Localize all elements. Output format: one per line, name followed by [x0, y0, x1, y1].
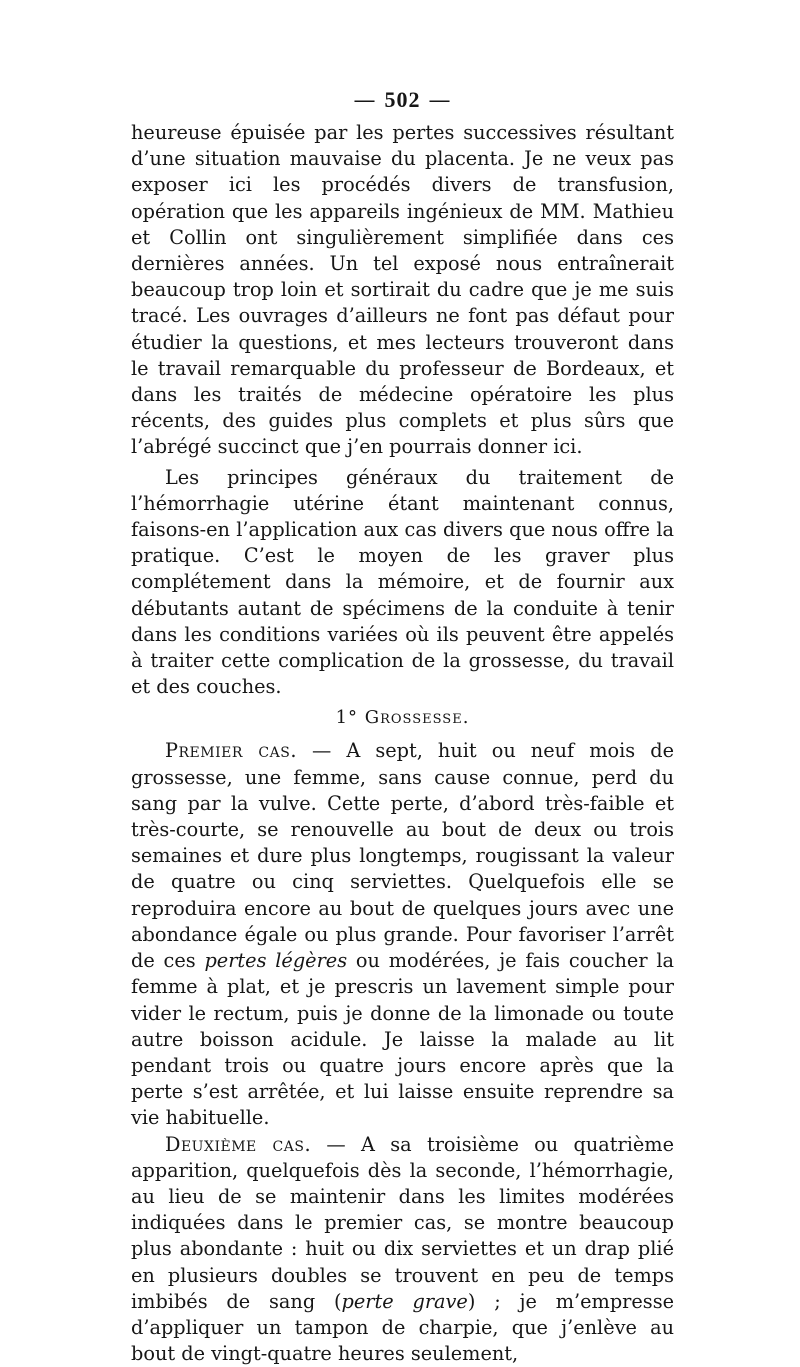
paragraph-premier-cas [131, 738, 674, 1131]
paragraph-deuxieme-cas [131, 1132, 674, 1367]
case-label-deuxieme: Deuxième cas. [165, 1132, 312, 1156]
case1-text-before: — A sept, huit ou neuf mois de grossesse, une femme, sans cause connue, perd du sang par la vulve. Cette perte, d’abord très-faible et très-courte, se renouvelle au bout de deux ou trois semaines et dure plus longtemps, rougissant la valeur de quatre ou cinq serviettes. Quelquefois elle se reproduira encore au bout de quelques jours avec une abondance égale ou plus grande. Pour favoriser l’arrêt de ces [131, 739, 675, 973]
case2-italic-term: perte grave [341, 1289, 468, 1313]
case2-text-after: ) ; je m’empresse d’appliquer un tampon de charpie, que j’enlève au bout de vingt-quatre heures seulement, [131, 1289, 675, 1366]
case1-text-after: ou modérées, je fais coucher la femme à plat, et je prescris un lavement simple pour vider le rectum, puis je donne de la limonade ou toute autre boisson acidule. Je laisse la malade au lit pendant trois ou quatre jours encore après que la perte s’est arrêtée, et lui laisse ensuite reprendre sa vie habituelle. [131, 949, 674, 1130]
section-heading-grossesse: 1° Grossesse. [335, 707, 470, 729]
page-number: — 502 — [353, 87, 452, 113]
page-number-value: 502 [384, 87, 421, 112]
paragraph-principles: Les principes généraux du traitement de l’hémorrhagie utérine étant maintenant connus, faisons-en l’application aux cas divers que nous offre la pratique. C’est le moyen de les graver plus complétement dans la mémoire, et de fournir aux débutants autant de spécimens de la conduite à tenir dans les conditions variées où ils peuvent être appelés à traiter cette complication de la grossesse, du travail et des couches. [131, 465, 674, 699]
book-page [131, 85, 674, 1367]
paragraph-transfusion: heureuse épuisée par les pertes successives résultant d’une situation mauvaise du placenta. Je ne veux pas exposer ici les procédés divers de transfusion, opération que les appareils ingénieux de MM. Mathieu et Collin ont singulièrement simplifiée dans ces dernières années. Un tel exposé nous entraînerait beaucoup trop loin et sortirait du cadre que je me suis tracé. Les ouvrages d’ailleurs ne font pas défaut pour étudier la questions, et mes lecteurs trouveront dans le travail remarquable du professeur de Bordeaux, et dans les traités de médecine opératoire les plus récents, des guides plus complets et plus sûrs que l’abrégé succinct que j’en pourrais donner ici. [131, 121, 674, 459]
case-label-premier: Premier cas. [165, 739, 297, 763]
case1-italic-term: pertes légères [204, 949, 348, 973]
case2-text-before: — A sa troisième ou quatrième apparition, quelquefois dès la seconde, l’hémorrhagie, au lieu de se maintenir dans les limites modérées indiquées dans le premier cas, se montre beaucoup plus abondante : huit ou dix serviettes et un drap plié en plusieurs doubles se trouvent en peu de temps imbibés de sang ( [131, 1132, 675, 1313]
